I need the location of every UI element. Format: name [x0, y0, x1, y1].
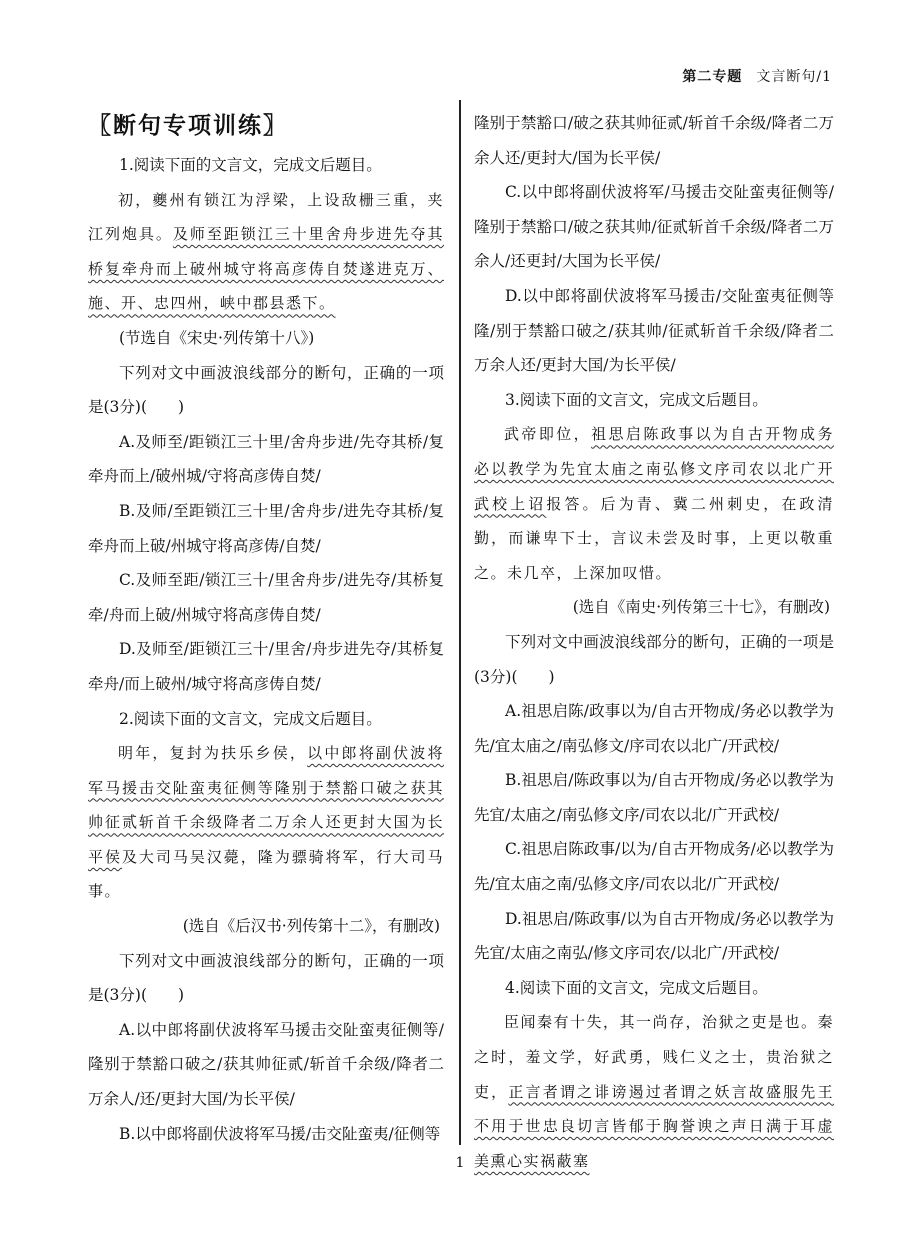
q4-passage — [474, 1005, 834, 1178]
q3-passage-underlined: 祖思启陈政事以为自古开物成务必以教学为先宜太庙之南弘修文序司农以北广开武校上诏 — [474, 425, 834, 513]
left-column — [88, 106, 444, 1151]
right-column — [474, 106, 834, 1178]
q4-passage-underlined: 正言者谓之诽谤遏过者谓之妖言故盛服先王不用于世忠良切言皆郁于胸誉谀之声日满于耳虚美熏心实祸蔽塞 — [474, 1082, 834, 1170]
q2-question: 下列对文中画波浪线部分的断句，正确的一项是(3分)( ) — [88, 951, 444, 1005]
q4-prompt: 4.阅读下面的文言文，完成文后题目。 — [505, 978, 768, 997]
q3-option-b[interactable]: B.祖思启/陈政事以为/自古开物成/务必以教学为先宜/太庙之/南弘修文序/司农以北/广开武校/ — [474, 771, 834, 824]
q1-source: (节选自《宋史·列传第十八》) — [119, 328, 315, 347]
q1-option-b[interactable]: B.及师/至距锁江三十里/舍舟步/进先夺其桥/复牵舟而上破/州城守将高彦俦/自焚/ — [88, 501, 444, 555]
q3-passage-plain: 武帝即位， — [504, 425, 592, 444]
q3-option-d[interactable]: D.祖思启/陈政事/以为自古开物成/务必以教学为先宜/太庙之南弘/修文序司农/以北广/开武校/ — [474, 909, 834, 963]
q2-passage-underlined: 以中郎将副伏波将军马援击交阯蛮夷征侧等隆别于禁豁口破之获其帅征贰斩首千余级降者二万余人还更封大国为长平侯 — [88, 744, 444, 866]
page-number: 1 — [455, 1155, 465, 1171]
page-label: 文言断句/1 — [756, 69, 832, 85]
q1-question: 下列对文中画波浪线部分的断句，正确的一项是(3分)( ) — [88, 363, 444, 417]
q1-passage — [88, 183, 444, 321]
q2-option-b-continued[interactable]: 隆别于禁豁口/破之获其帅征贰/斩首千余级/降者二万余人还/更封大/国为长平侯/ — [474, 114, 834, 167]
column-divider — [459, 100, 461, 1145]
q3-option-a[interactable]: A.祖思启陈/政事以为/自古开物成/务必以教学为先/宜太庙之/南弘修文/序司农以北广/开武校/ — [474, 702, 834, 755]
q3-passage — [474, 417, 834, 590]
q1-option-c[interactable]: C.及师至距/锁江三十/里舍舟步/进先夺/其桥复牵/舟而上破/州城守将高彦俦自焚/ — [88, 571, 444, 624]
q3-option-c[interactable]: C.祖思启陈政事/以为/自古开物成务/必以教学为先/宜太庙之南/弘修文序/司农以北/广开武校/ — [474, 840, 834, 894]
q1-option-d[interactable]: D.及师至/距锁江三十/里舍/舟步进先夺/其桥复牵舟/而上破州/城守将高彦俦自焚/ — [88, 640, 444, 693]
q2-option-b-start[interactable]: B.以中郎将副伏波将军马援/击交阯蛮夷/征侧等 — [119, 1124, 441, 1143]
page-title: 〖断句专项训练〗 — [88, 112, 288, 139]
q3-prompt: 3.阅读下面的文言文，完成文后题目。 — [505, 390, 768, 409]
q4-passage-plain: 臣闻秦有十失，其一尚存，治狱之吏是也。秦之时，羞文学，好武勇，贱仁义之士，贵治狱之吏， — [474, 1013, 835, 1101]
q1-option-a[interactable]: A.及师至/距锁江三十里/舍舟步进/先夺其桥/复牵舟而上/破州城/守将高彦俦自焚/ — [88, 432, 444, 486]
q3-source: (选自《南史·列传第三十七》，有删改) — [572, 598, 830, 617]
q2-passage-plain: 明年，复封为扶乐乡侯， — [118, 744, 308, 763]
q2-passage — [88, 736, 444, 909]
q1-prompt: 1.阅读下面的文言文，完成文后题目。 — [119, 156, 382, 174]
q2-option-c[interactable]: C.以中郎将副伏波将军/马援击交阯蛮夷征侧等/隆别于禁豁口/破之获其帅/征贰斩首千余级/降者二万余人/还更封/大国为长平侯/ — [474, 183, 834, 271]
q2-prompt: 2.阅读下面的文言文，完成文后题目。 — [119, 709, 382, 728]
q3-passage-plain-end: 报答。后为青、冀二州刺史，在政清勤，而谦卑下士，言议未尝及时事，上更以敬重之。未几卒，上深加叹惜。 — [474, 494, 834, 582]
running-head — [682, 66, 832, 86]
q1-passage-plain: 初，夔州有锁江为浮梁，上设敌栅三重，夹江列炮具。 — [88, 190, 444, 244]
q2-passage-plain-end: 及大司马吴汉薨，隆为骠骑将军，行大司马事。 — [88, 847, 444, 901]
q2-source: (选自《后汉书·列传第十二》，有删改) — [182, 917, 440, 936]
q2-option-d[interactable]: D.以中郎将副伏波将军马援击/交阯蛮夷征侧等隆/别于禁豁口破之/获其帅/征贰斩首千余级/降者二万余人还/更封大国/为长平侯/ — [474, 286, 834, 375]
q2-option-a[interactable]: A.以中郎将副伏波将军马援击交阯蛮夷征侧等/隆别于禁豁口破之/获其帅征贰/斩首千余级/降者二万余人/还/更封大国/为长平侯/ — [88, 1020, 444, 1109]
q3-question: 下列对文中画波浪线部分的断句，正确的一项是(3分)( ) — [474, 632, 834, 686]
section-label: 第二专题 — [682, 69, 743, 85]
q1-passage-underlined: 及师至距锁江三十里舍舟步进先夺其桥复牵舟而上破州城守将高彦俦自焚遂进克万、施、开、忠四州，峡中郡县悉下。 — [88, 225, 444, 313]
